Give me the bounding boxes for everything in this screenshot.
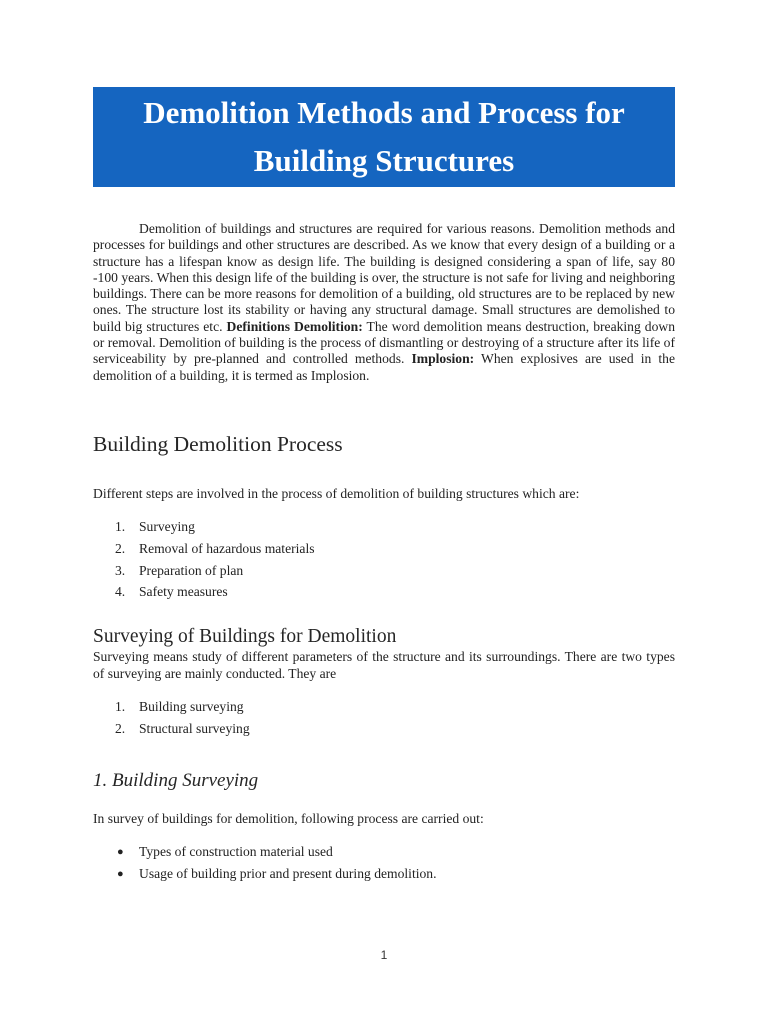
title-line-1: Demolition Methods and Process for	[143, 95, 625, 130]
list-item	[93, 699, 675, 715]
list-item	[93, 721, 675, 737]
building-surveying-lead-paragraph: In survey of buildings for demolition, following process are carried out:	[93, 810, 484, 826]
document-page	[93, 87, 675, 887]
bullet-icon: ●	[117, 867, 124, 880]
process-steps-list	[93, 519, 675, 600]
definition-term-demolition: Definitions Demolition:	[226, 318, 363, 334]
title-banner	[93, 87, 675, 187]
intro-text-2: The word demolition means destruction, breaking down or removal. Demolition of building is the process of dismantling or destroying of a structure after its life of serviceability by pre-planned and controlled methods.	[93, 318, 676, 367]
section-heading-building-surveying: 1. Building Surveying	[93, 769, 259, 791]
list-number: 2.	[115, 540, 126, 556]
list-item-label: Removal of hazardous materials	[139, 540, 315, 556]
list-item	[93, 519, 675, 535]
title-line-2: Building Structures	[253, 143, 515, 178]
surveying-lead-paragraph: Surveying means study of different parameters of the structure and its surroundings. There are two types of surveying are mainly conducted. They are	[93, 649, 675, 681]
intro-paragraph	[93, 221, 675, 384]
intro-text-1: Demolition of buildings and structures are required for various reasons. Demolition methods and processes for buildings and other structures are described. As we know that every design of a building or a structure has a lifespan know as design life. The building is designed considering a span of life, say 80 -100 years. When this design life of the building is over, the structure is not safe for living and neighboring buildings. There can be more reasons for demolition of a building, old structures are to be replaced by new ones. The structure lost its stability or having any structural damage. Small structures are demolished to build big structures etc.	[93, 221, 675, 334]
section-heading-surveying: Surveying of Buildings for Demolition	[93, 626, 397, 648]
process-lead-paragraph: Different steps are involved in the process of demolition of building structures which are:	[93, 485, 580, 501]
definition-term-implosion: Implosion:	[411, 351, 475, 367]
intro-text-3: When explosives are used in the demolition of a building, it is termed as Implosion.	[93, 351, 675, 383]
list-item-label: Types of construction material used	[139, 843, 333, 859]
building-surveying-bullet-list	[93, 844, 675, 882]
list-item-label: Structural surveying	[139, 720, 250, 736]
list-item-label: Preparation of plan	[139, 562, 244, 578]
list-number: 2.	[115, 720, 126, 736]
list-item-label: Surveying	[139, 519, 195, 535]
list-item	[93, 866, 675, 882]
list-item	[93, 541, 675, 557]
list-item-label: Usage of building prior and present during demolition.	[139, 865, 437, 881]
list-number: 1.	[115, 519, 126, 535]
list-item	[93, 844, 675, 860]
list-number: 1.	[115, 698, 126, 714]
section-heading-process: Building Demolition Process	[93, 431, 343, 456]
list-item	[93, 584, 675, 600]
list-item-label: Safety measures	[139, 584, 228, 600]
surveying-types-list	[93, 699, 675, 737]
list-item	[93, 563, 675, 579]
bullet-icon: ●	[117, 845, 124, 858]
page-number: 1	[380, 948, 388, 962]
list-item-label: Building surveying	[139, 698, 244, 714]
list-number: 4.	[115, 584, 126, 600]
list-number: 3.	[115, 562, 126, 578]
